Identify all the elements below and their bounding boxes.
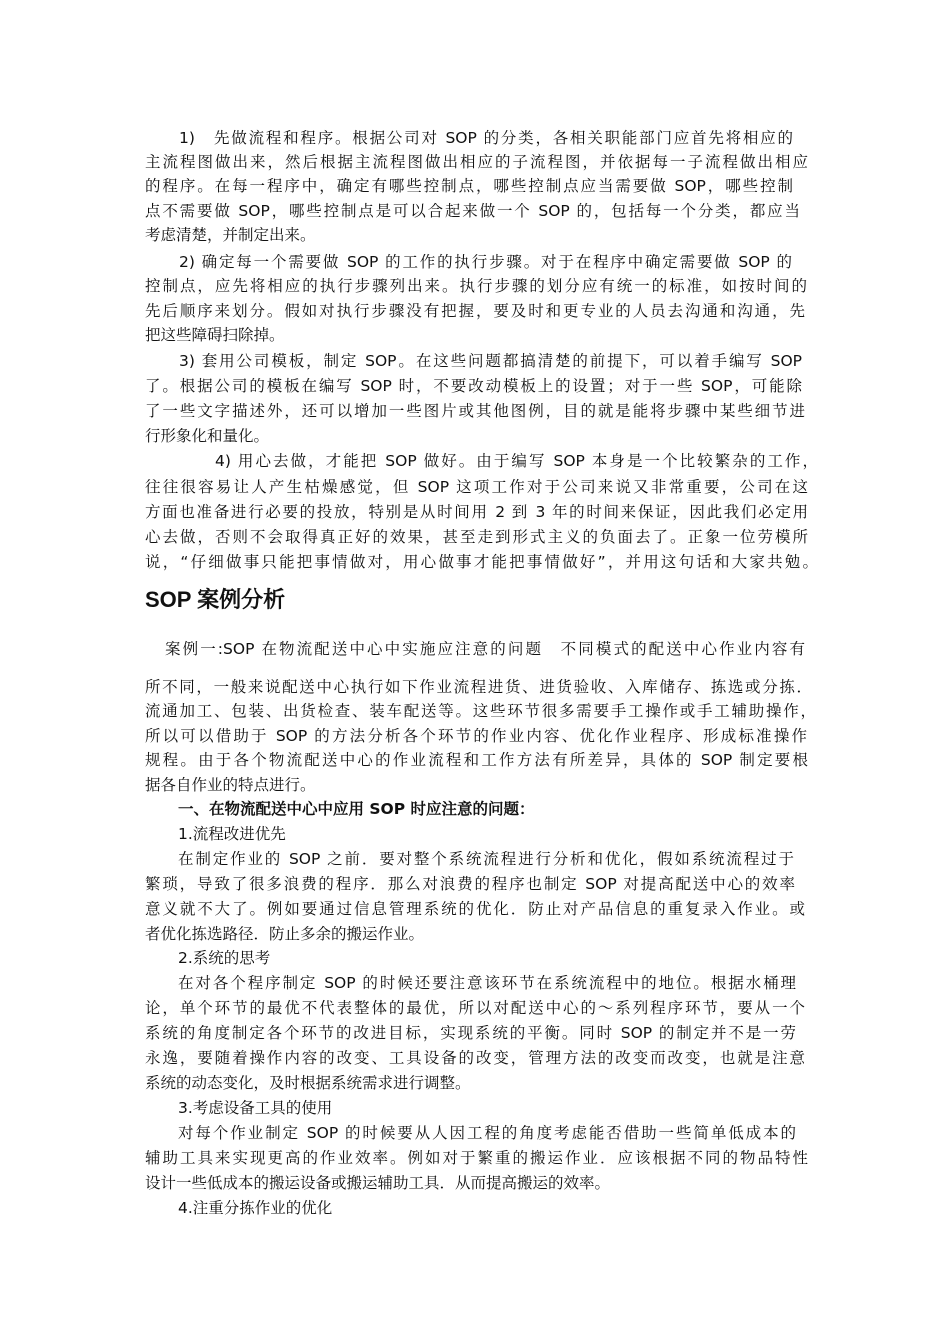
text-line: 考虑清楚，并制定出来。 <box>145 226 316 244</box>
list-item-title: 1.流程改进优先 <box>178 825 286 843</box>
list-item-title: 3.考虑设备工具的使用 <box>178 1099 333 1117</box>
subheading: 一、在物流配送中心中应用 SOP 时应注意的问题： <box>178 800 535 818</box>
text-line: 流通加工、包装、出货检查、装车配送等。这些环节很多需要手工操作或手工辅助操作， <box>145 702 816 720</box>
text-line: 3) 套用公司模板，制定 SOP。在这些问题都搞清楚的前提下，可以着手编写 SOP <box>179 352 802 370</box>
text-line: 系统的角度制定各个环节的改进目标，实现系统的平衡。同时 SOP 的制定并不是一劳 <box>145 1024 796 1042</box>
text-line: 往往很容易让人产生枯燥感觉，但 SOP 这项工作对于公司来说又非常重要，公司在这 <box>145 478 808 496</box>
text-line: 的程序。在每一程序中，确定有哪些控制点，哪些控制点应当需要做 SOP，哪些控制 <box>145 177 793 195</box>
text-line: 所以可以借助于 SOP 的方法分析各个环节的作业内容、优化作业程序、形成标准操作 <box>145 727 807 745</box>
text-line: 意义就不大了。例如要通过信息管理系统的优化．防止对产品信息的重复录入作业。或 <box>145 900 805 918</box>
text-line: 点不需要做 SOP，哪些控制点是可以合起来做一个 SOP 的，包括每一个分类，都应当 <box>145 202 800 220</box>
section-heading: SOP 案例分析 <box>145 587 286 612</box>
text-line: 把这些障碍扫除掉。 <box>145 326 285 344</box>
text-line: 所不同，一般来说配送中心执行如下作业流程进货、进货验收、入库储存、拣选或分拣． <box>145 678 812 696</box>
text-line: 规程。由于各个物流配送中心的作业流程和工作方法有所差异，具体的 SOP 制定要根 <box>145 751 808 769</box>
text-line: 行形象化和量化。 <box>145 427 270 445</box>
text-line: 永逸，要随着操作内容的改变、工具设备的改变，管理方法的改变而改变，也就是注意 <box>145 1049 805 1067</box>
text-line: 在制定作业的 SOP 之前．要对整个系统流程进行分析和优化，假如系统流程过于 <box>178 850 794 868</box>
list-item-title: 2.系统的思考 <box>178 949 271 967</box>
text-line: 在对各个程序制定 SOP 的时候还要注意该环节在系统流程中的地位。根据水桶理 <box>178 974 796 992</box>
text-line: 说，“仔细做事只能把事情做对，用心做事才能把事情做好”，并用这句话和大家共勉。 <box>145 553 818 571</box>
text-line: 系统的动态变化，及时根据系统需求进行调整。 <box>145 1074 471 1092</box>
text-line: 主流程图做出来，然后根据主流程图做出相应的子流程图，并依据每一子流程做出相应 <box>145 153 808 171</box>
text-line: 方面也准备进行必要的投放，特别是从时间用 2 到 3 年的时间来保证，因此我们必定用 <box>145 503 808 521</box>
text-line: 案例一:SOP 在物流配送中心中实施应注意的问题 不同模式的配送中心作业内容有 <box>165 640 805 658</box>
text-line: 1) 先做流程和程序。根据公司对 SOP 的分类，各相关职能部门应首先将相应的 <box>179 129 793 147</box>
text-line: 据各自作业的特点进行。 <box>145 776 316 794</box>
text-line: 设计一些低成本的搬运设备或搬运辅助工具．从而提高搬运的效率。 <box>145 1174 611 1192</box>
text-line: 论，单个环节的最优不代表整体的最优，所以对配送中心的～系列程序环节，要从一个 <box>145 999 805 1017</box>
text-line: 繁琐，导致了很多浪费的程序．那么对浪费的程序也制定 SOP 对提高配送中心的效率 <box>145 875 795 893</box>
text-line: 2) 确定每一个需要做 SOP 的工作的执行步骤。对于在程序中确定需要做 SOP 的 <box>179 253 792 271</box>
text-line: 了。根据公司的模板在编写 SOP 时，不要改动模板上的设置；对于一些 SOP，可能除 <box>145 377 802 395</box>
text-line: 辅助工具来实现更高的作业效率。例如对于繁重的搬运作业．应该根据不同的物品特性 <box>145 1149 808 1167</box>
text-line: 者优化拣选路径．防止多余的搬运作业。 <box>145 925 425 943</box>
text-line: 对每个作业制定 SOP 的时候要从人因工程的角度考虑能否借助一些简单低成本的 <box>178 1124 796 1142</box>
text-line: 控制点，应先将相应的执行步骤列出来。执行步骤的划分应有统一的标准，如按时间的 <box>145 277 807 295</box>
list-item-title: 4.注重分拣作业的优化 <box>178 1199 333 1217</box>
text-line: 心去做，否则不会取得真正好的效果，甚至走到形式主义的负面去了。正象一位劳模所 <box>145 528 808 546</box>
text-line: 4) 用心去做，才能把 SOP 做好。由于编写 SOP 本身是一个比较繁杂的工作， <box>215 452 818 470</box>
text-line: 先后顺序来划分。假如对执行步骤没有把握，要及时和更专业的人员去沟通和沟通，先 <box>145 302 805 320</box>
text-line: 了一些文字描述外，还可以增加一些图片或其他图例，目的就是能将步骤中某些细节进 <box>145 402 805 420</box>
